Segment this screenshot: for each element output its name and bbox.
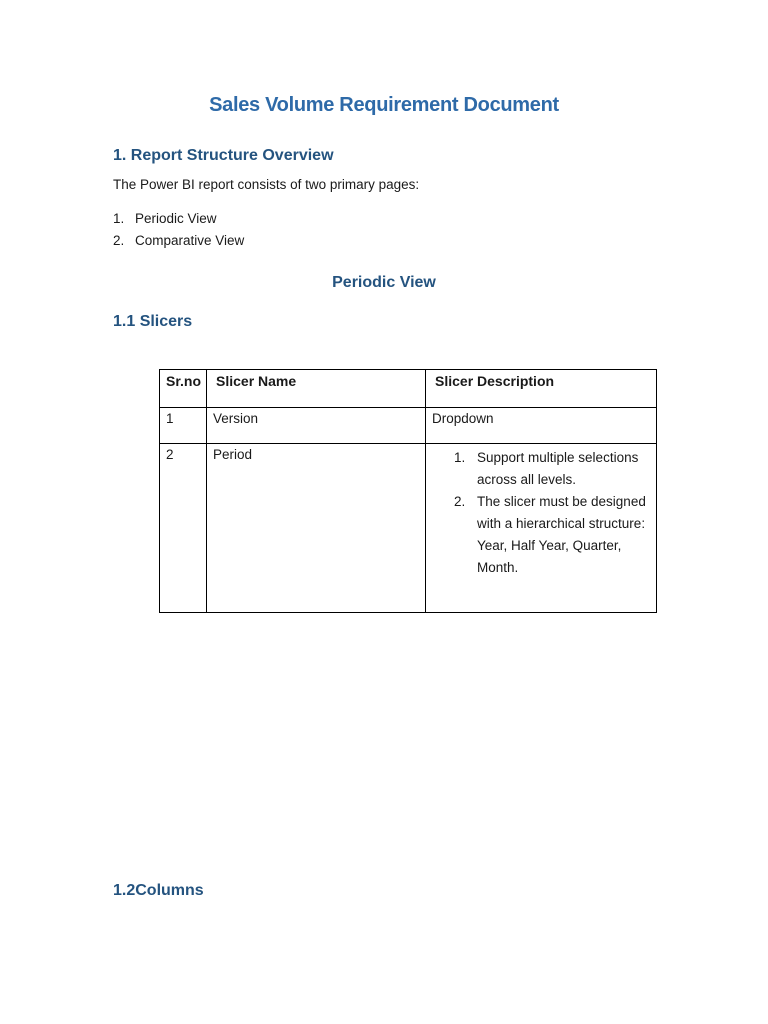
column-header-slicer-name: Slicer Name [207,370,426,408]
cell-srno: 1 [160,408,207,444]
list-item-number: 1. [113,211,125,226]
slicers-table [159,369,657,613]
intro-paragraph: The Power BI report consists of two primary pages: [113,177,420,192]
list-item [113,230,244,252]
table-row [160,408,657,444]
table-header-row [160,370,657,408]
list-item-number: 2. [454,494,466,509]
list-item-label: Periodic View [135,211,217,226]
list-item-text: Support multiple selections across all levels. [477,450,639,487]
list-item-label: Comparative View [135,233,245,248]
report-pages-list [113,208,244,252]
list-item-number: 2. [113,233,125,248]
periodic-view-heading: Periodic View [332,274,436,291]
description-list [432,447,650,579]
cell-slicer-name: Period [207,444,426,613]
slicers-heading: 1.1 Slicers [113,313,193,330]
cell-slicer-description: Dropdown [426,408,657,444]
column-header-slicer-description: Slicer Description [426,370,657,408]
columns-heading: 1.2Columns [113,882,204,899]
document-title: Sales Volume Requirement Document [209,94,559,116]
table-row [160,444,657,613]
cell-slicer-name: Version [207,408,426,444]
cell-srno: 2 [160,444,207,613]
list-item [113,208,244,230]
list-item-number: 1. [454,450,466,465]
column-header-srno: Sr.no [160,370,207,408]
section-heading-report-structure: 1. Report Structure Overview [113,147,334,164]
cell-slicer-description [426,444,657,613]
list-item-text: The slicer must be designed with a hierarchical structure: Year, Half Year, Quarter, Month. [477,494,646,575]
list-item [454,491,650,579]
list-item [454,447,650,491]
